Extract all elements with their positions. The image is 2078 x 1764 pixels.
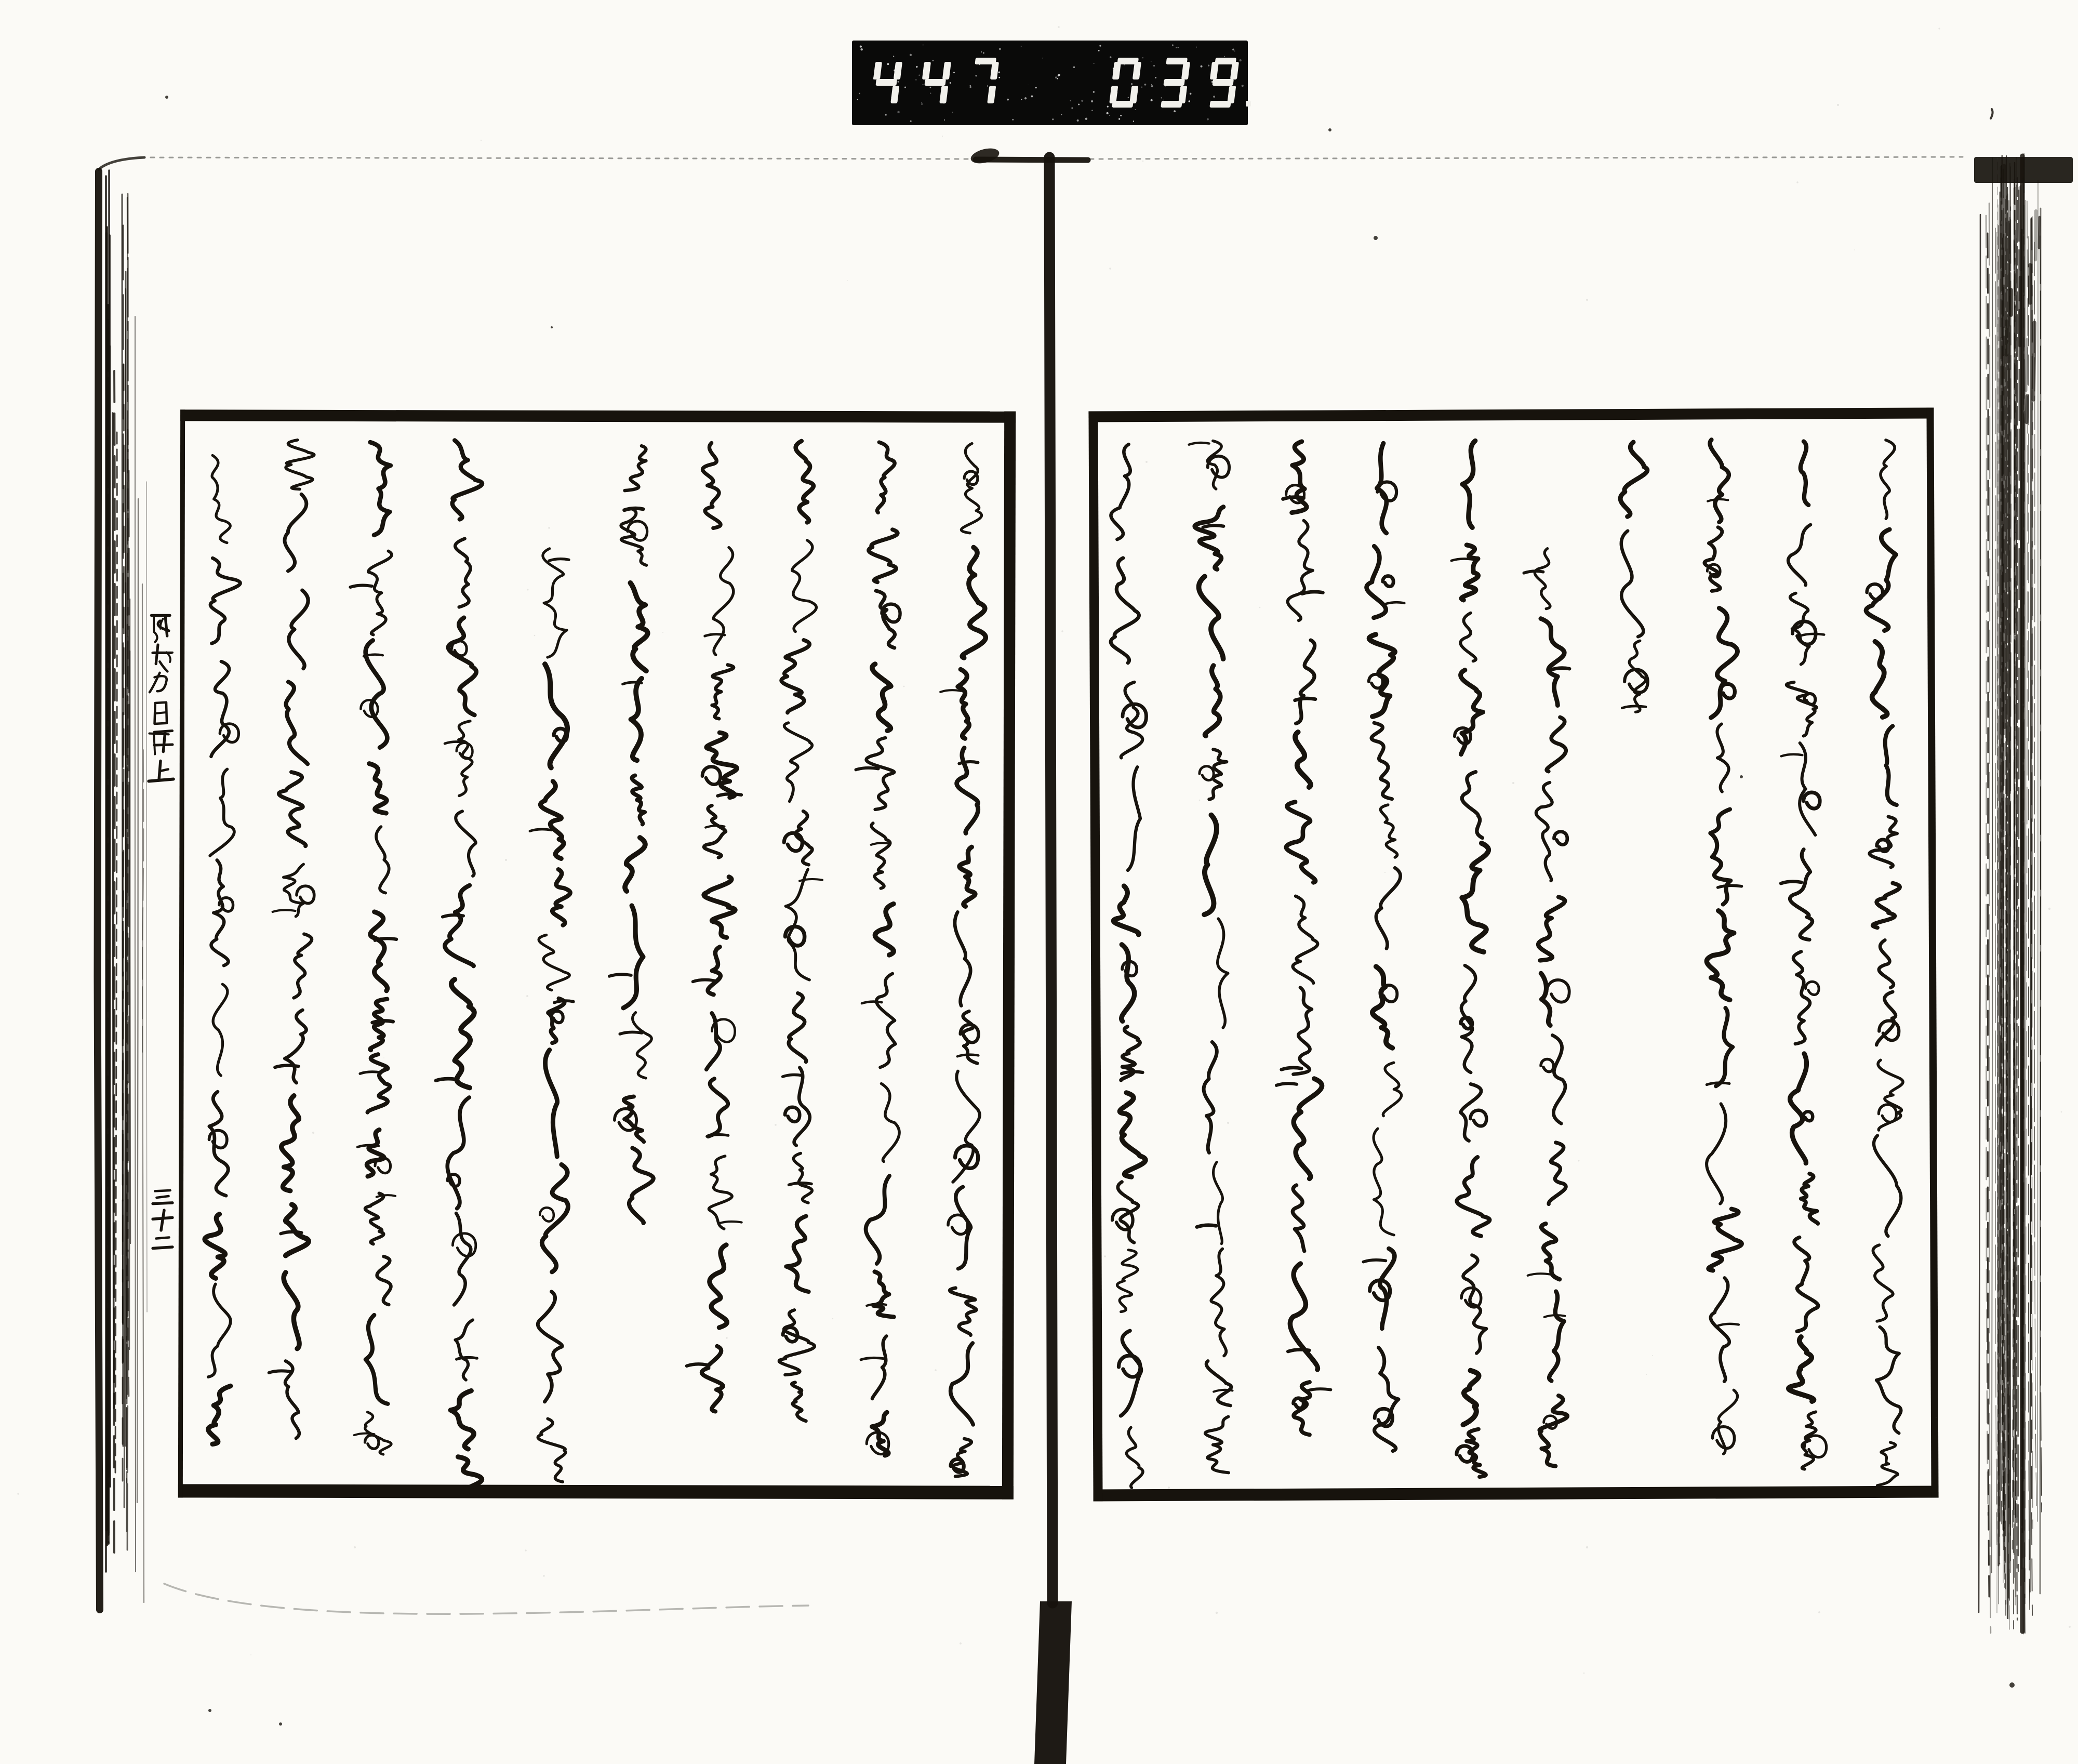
page-number-calligraphy: [153, 1190, 172, 1249]
margin-title-calligraphy: [149, 615, 174, 781]
binding-gutter: [969, 146, 1088, 1764]
right-page: [1088, 407, 1938, 1501]
left-page: [178, 409, 1016, 1499]
book-edge-right: [1974, 154, 2073, 1634]
paper-specks: [17, 26, 2071, 1726]
right-page-columns: [1109, 438, 1904, 1489]
right-page-frame: [1088, 407, 1938, 1501]
book-edge-left: [97, 157, 147, 1610]
left-page-columns: [204, 440, 986, 1493]
left-page-frame: [178, 409, 1016, 1499]
film-frame-counter: [852, 41, 1251, 125]
